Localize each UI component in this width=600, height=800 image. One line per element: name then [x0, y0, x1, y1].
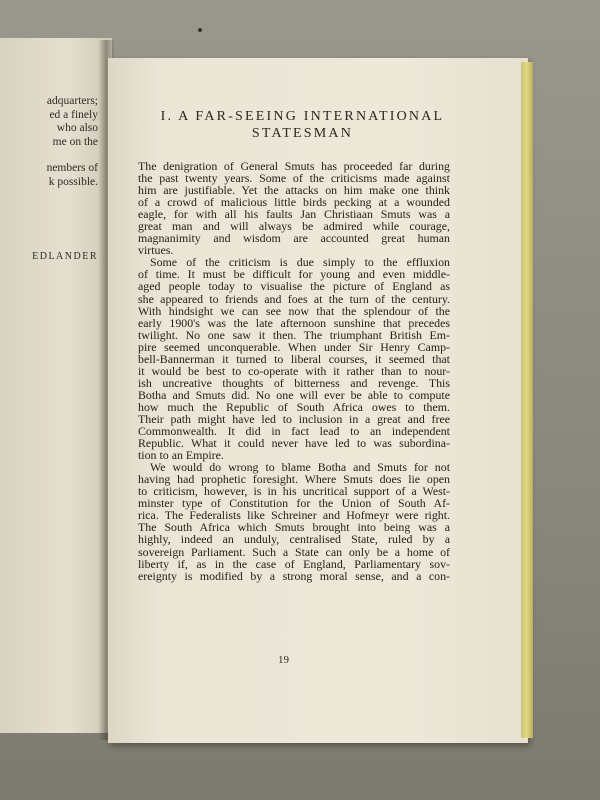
- text-line: minster type of Constitution for the Union of South Af-: [138, 496, 450, 511]
- text-line: great man and will always be admired while courage,: [138, 219, 450, 234]
- chapter-title: [135, 108, 470, 142]
- text-line: aged people today to visualise the picture of England as: [138, 279, 450, 294]
- text-line: bell-Bannerman it turned to liberal courses, it seemed that: [138, 351, 450, 366]
- text-line: We would do wrong to blame Botha and Smuts for not: [150, 460, 450, 475]
- paragraph: [138, 160, 450, 256]
- left-line: ed a finely: [49, 108, 98, 121]
- left-line: nembers of: [46, 162, 98, 175]
- text-line: twilight. No one saw it then. The triumphant British Em-: [138, 327, 450, 342]
- text-line: rica. The Federalists like Schreiner and Hofmeyr were right.: [138, 508, 450, 523]
- text-line: Botha and Smuts did. No one will ever be able to compute: [138, 387, 450, 402]
- left-page: [0, 38, 112, 733]
- left-line-gap: [47, 149, 98, 162]
- text-line: The denigration of General Smuts has proceeded far during: [138, 159, 450, 173]
- text-line: having had prophetic foresight. Where Smuts does lie open: [138, 472, 450, 487]
- text-line: tion to an Empire.: [138, 448, 224, 463]
- text-line: him are justifiable. Yet the attacks on him make one think: [138, 183, 450, 198]
- body-text: [138, 160, 450, 582]
- left-page-signature: EDLANDER: [32, 251, 98, 262]
- text-line: sovereign Parliament. Such a State can only be a home of: [138, 544, 450, 559]
- text-line: how much the Republic of South Africa owes to them.: [138, 399, 450, 414]
- book-cover-edge: [521, 62, 533, 738]
- text-line: pire seemed unconquerable. When under Sir Henry Camp-: [138, 339, 450, 354]
- paragraph: [138, 461, 450, 581]
- chapter-title-line-2: STATESMAN: [251, 126, 354, 141]
- text-line: it would be best to co-operate with it rather than to nour-: [138, 363, 450, 378]
- text-line: eagle, for with all his faults Jan Christiaan Smuts was a: [138, 207, 450, 222]
- left-line: adquarters;: [46, 95, 98, 107]
- paragraph: [138, 256, 450, 461]
- text-line: virtues.: [138, 243, 174, 258]
- left-line: me on the: [52, 135, 98, 148]
- text-line: highly, indeed an unduly, centralised State, ruled by a: [138, 532, 450, 547]
- text-line: to criticism, however, is in his uncritical support of a West-: [138, 484, 450, 499]
- text-line: of a crowd of malicious little birds pecking at a wounded: [138, 195, 450, 210]
- text-line: liberty if, as in the case of England, Parliamentary sov-: [138, 556, 450, 571]
- text-line: The South Africa which Smuts brought into being was a: [138, 520, 450, 535]
- text-line: With hindsight we can see now that the splendour of the: [138, 303, 450, 318]
- text-line: Commonwealth. It did in fact lead to an independent: [138, 424, 450, 439]
- left-line: who also: [56, 122, 98, 135]
- text-line: Their path might have led to inclusion in a great and free: [138, 411, 450, 426]
- text-line: of time. It must be difficult for young and even middle-: [138, 267, 450, 282]
- text-line: ish uncreative thoughts of bitterness and revenge. This: [138, 375, 450, 390]
- text-line: magnanimity and wisdom are accounted great human: [138, 231, 450, 246]
- chapter-title-line-1: I. A FAR-SEEING INTERNATIONAL: [160, 109, 445, 124]
- text-line: early 1900's was the late afternoon sunshine that precedes: [138, 315, 450, 330]
- text-line: she appeared to friends and foes at the turn of the century.: [138, 291, 450, 306]
- left-line: k possible.: [48, 175, 98, 188]
- text-line: ereignty is modified by a strong moral sense, and a con-: [138, 568, 450, 583]
- text-line: Republic. What it could never have led to was subordina-: [138, 436, 450, 451]
- left-page-text: [47, 95, 98, 190]
- text-line: the past twenty years. Some of the criticisms made against: [138, 171, 450, 186]
- text-line: Some of the criticism is due simply to the effluxion: [150, 255, 450, 270]
- page-number: 19: [278, 654, 289, 666]
- dust-speck: [198, 28, 202, 32]
